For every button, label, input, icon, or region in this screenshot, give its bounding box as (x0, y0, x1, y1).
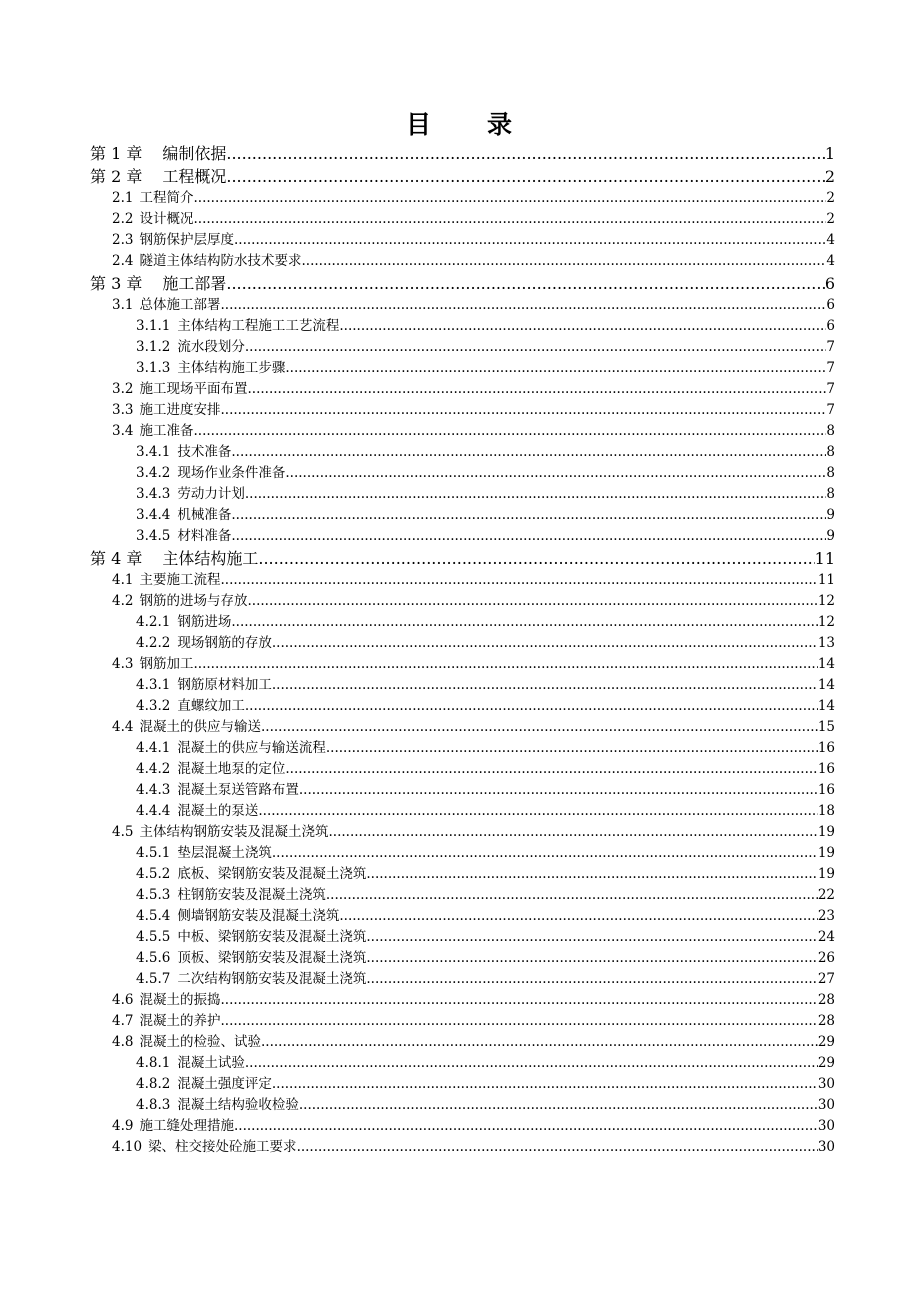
toc-entry-number: 第 2 章 (90, 167, 143, 186)
toc-entry-label (136, 526, 231, 547)
toc-leader-dots (326, 738, 818, 759)
toc-leader-dots (366, 864, 817, 885)
toc-entry-number: 4.3.2 (136, 698, 171, 714)
toc-entry-label (112, 230, 234, 251)
toc-entry[interactable] (90, 230, 835, 251)
toc-entry-label (136, 316, 339, 337)
toc-leader-dots (258, 801, 817, 822)
toc-page-number: 30 (817, 1076, 835, 1092)
toc-leader-dots (261, 1032, 818, 1053)
toc-entry-text: 材料准备 (177, 528, 232, 544)
toc-entry[interactable] (90, 990, 835, 1011)
toc-entry[interactable] (90, 633, 835, 654)
toc-entry-text: 机械准备 (177, 507, 232, 523)
toc-leader-dots (272, 1074, 818, 1095)
toc-leader-dots (326, 885, 818, 906)
toc-entry[interactable] (90, 906, 835, 927)
toc-page-number: 30 (817, 1097, 835, 1113)
toc-entry[interactable] (90, 1074, 835, 1095)
toc-entry-text: 梁、柱交接处砼施工要求 (148, 1139, 297, 1155)
toc-entry-text: 混凝土泵送管路布置 (177, 782, 299, 798)
toc-leader-dots (220, 1011, 817, 1032)
toc-leader-dots (231, 505, 826, 526)
toc-entry-label (136, 463, 285, 484)
toc-entry-label (136, 696, 245, 717)
toc-page-number: 9 (826, 507, 835, 523)
toc-entry-text: 底板、梁钢筋安装及混凝土浇筑 (177, 866, 367, 882)
toc-entry-number: 4.5.1 (136, 845, 171, 861)
toc-entry-label (112, 1032, 261, 1053)
toc-entry-text: 工程概况 (162, 167, 227, 186)
toc-entry[interactable] (90, 209, 835, 230)
toc-entry-text: 施工缝处理措施 (139, 1118, 234, 1134)
toc-entry-label (136, 442, 231, 463)
toc-entry[interactable] (90, 696, 835, 717)
toc-entry-text: 主体结构施工 (162, 549, 259, 568)
toc-page-number: 28 (817, 1013, 835, 1029)
toc-leader-dots (285, 463, 826, 484)
toc-entry-text: 主要施工流程 (139, 572, 221, 588)
toc-entry-text: 顶板、梁钢筋安装及混凝土浇筑 (177, 950, 367, 966)
toc-entry-number: 4.9 (112, 1118, 134, 1134)
toc-leader-dots (247, 379, 826, 400)
toc-entry-label (136, 780, 299, 801)
toc-leader-dots (226, 165, 824, 188)
toc-entry[interactable] (90, 570, 835, 591)
toc-page-number: 7 (826, 402, 835, 418)
toc-leader-dots (247, 591, 817, 612)
toc-entry-label (112, 717, 261, 738)
toc-entry-number: 4.8.1 (136, 1055, 171, 1071)
toc-leader-dots (220, 400, 826, 421)
toc-entry[interactable] (90, 885, 835, 906)
toc-entry-number: 4.5.4 (136, 908, 171, 924)
toc-leader-dots (193, 654, 817, 675)
toc-entry-text: 流水段划分 (177, 339, 245, 355)
toc-entry-label (112, 379, 247, 400)
toc-page-number: 2 (826, 211, 835, 227)
toc-leader-dots (226, 272, 824, 295)
toc-leader-dots (258, 547, 814, 570)
toc-entry[interactable] (90, 843, 835, 864)
toc-entry-number: 3.1.2 (136, 339, 171, 355)
toc-entry-text: 钢筋加工 (139, 656, 194, 672)
toc-entry[interactable] (90, 675, 835, 696)
toc-entry-label (136, 906, 339, 927)
toc-page-number: 8 (826, 486, 835, 502)
toc-page-number: 14 (817, 698, 835, 714)
toc-entry[interactable] (90, 463, 835, 484)
toc-entry-label (112, 188, 193, 209)
toc-entry-label (112, 1137, 297, 1158)
toc-entry[interactable] (90, 780, 835, 801)
toc-entry[interactable] (90, 547, 835, 570)
toc-page-number: 24 (817, 929, 835, 945)
toc-page-number: 27 (817, 971, 835, 987)
toc-page-number: 6 (826, 318, 835, 334)
toc-entry-text: 工程简介 (139, 190, 194, 206)
toc-entry-text: 侧墙钢筋安装及混凝土浇筑 (177, 908, 340, 924)
toc-entry-label (112, 591, 247, 612)
toc-entry-text: 混凝土地泵的定位 (177, 761, 286, 777)
toc-entry-text: 设计概况 (139, 211, 194, 227)
toc-entry-label (136, 759, 285, 780)
toc-page-number: 14 (817, 677, 835, 693)
toc-leader-dots (299, 1095, 818, 1116)
toc-entry[interactable] (90, 969, 835, 990)
toc-entry-label (112, 251, 301, 272)
toc-page-number: 6 (824, 274, 835, 293)
toc-page-number: 12 (817, 614, 835, 630)
toc-entry-text: 劳动力计划 (177, 486, 245, 502)
toc-entry[interactable] (90, 717, 835, 738)
toc-entry-text: 钢筋原材料加工 (177, 677, 272, 693)
toc-entry-label (90, 547, 258, 570)
toc-entry[interactable] (90, 526, 835, 547)
toc-page-number: 26 (817, 950, 835, 966)
toc-entry-text: 垫层混凝土浇筑 (177, 845, 272, 861)
toc-entry-label (136, 358, 285, 379)
toc-entry[interactable] (90, 612, 835, 633)
toc-entry-label (112, 570, 220, 591)
toc-page-number: 1 (824, 144, 835, 163)
toc-entry-text: 总体施工部署 (139, 297, 221, 313)
toc-entry-number: 4.5.5 (136, 929, 171, 945)
toc-entry-label (112, 421, 193, 442)
toc-entry-number: 3.2 (112, 381, 134, 397)
toc-entry-number: 4.8.2 (136, 1076, 171, 1092)
toc-entry[interactable] (90, 1053, 835, 1074)
toc-leader-dots (366, 969, 817, 990)
toc-entry-label (136, 633, 272, 654)
toc-entry-number: 3.4.3 (136, 486, 171, 502)
toc-page-number: 30 (817, 1139, 835, 1155)
toc-page-number: 8 (826, 444, 835, 460)
toc-entry[interactable] (90, 759, 835, 780)
toc-leader-dots (226, 142, 824, 165)
toc-entry[interactable] (90, 1116, 835, 1137)
toc-leader-dots (220, 570, 817, 591)
toc-entry-label (112, 400, 220, 421)
toc-entry-number: 4.3.1 (136, 677, 171, 693)
toc-entry-text: 编制依据 (162, 144, 227, 163)
toc-entry-number: 2.2 (112, 211, 134, 227)
toc-entry-number: 2.1 (112, 190, 134, 206)
toc-entry[interactable] (90, 316, 835, 337)
toc-entry-text: 钢筋保护层厚度 (139, 232, 234, 248)
toc-entry-text: 混凝土强度评定 (177, 1076, 272, 1092)
toc-page-number: 16 (817, 782, 835, 798)
toc-leader-dots (234, 230, 826, 251)
toc-entry[interactable] (90, 358, 835, 379)
toc-page-number: 16 (817, 761, 835, 777)
toc-entry[interactable] (90, 188, 835, 209)
toc-entry-text: 直螺纹加工 (177, 698, 245, 714)
toc-leader-dots (301, 251, 826, 272)
toc-entry-text: 柱钢筋安装及混凝土浇筑 (177, 887, 326, 903)
toc-entry[interactable] (90, 1095, 835, 1116)
toc-leader-dots (297, 1137, 818, 1158)
toc-entry-text: 混凝土结构验收检验 (177, 1097, 299, 1113)
toc-entry-number: 4.4.1 (136, 740, 171, 756)
toc-entry-text: 主体结构钢筋安装及混凝土浇筑 (139, 824, 329, 840)
toc-entry-label (112, 654, 193, 675)
toc-page-number: 16 (817, 740, 835, 756)
toc-entry[interactable] (90, 251, 835, 272)
toc-leader-dots (328, 822, 817, 843)
toc-entry-number: 4.5.7 (136, 971, 171, 987)
toc-leader-dots (285, 358, 826, 379)
toc-entry-text: 施工准备 (139, 423, 194, 439)
toc-page-number: 11 (817, 572, 835, 588)
toc-page-number: 19 (817, 824, 835, 840)
toc-entry-text: 施工部署 (162, 274, 227, 293)
toc-entry-number: 3.4.2 (136, 465, 171, 481)
toc-leader-dots (245, 484, 827, 505)
toc-leader-dots (234, 1116, 818, 1137)
toc-entry-text: 混凝土的振捣 (139, 992, 221, 1008)
toc-entry[interactable] (90, 272, 835, 295)
toc-entry[interactable] (90, 442, 835, 463)
toc-entry-label (136, 927, 366, 948)
toc-entry-number: 4.10 (112, 1139, 143, 1155)
toc-entry[interactable] (90, 864, 835, 885)
toc-entry-number: 4.4.2 (136, 761, 171, 777)
toc-entry-text: 混凝土试验 (177, 1055, 245, 1071)
toc-entry-number: 第 3 章 (90, 274, 143, 293)
toc-entry[interactable] (90, 654, 835, 675)
toc-entry-label (136, 675, 272, 696)
toc-leader-dots (245, 1053, 818, 1074)
toc-entry-text: 混凝土的泵送 (177, 803, 259, 819)
toc-entry-number: 4.4 (112, 719, 134, 735)
toc-page-number: 8 (826, 423, 835, 439)
toc-entry-text: 隧道主体结构防水技术要求 (139, 253, 302, 269)
toc-entry-text: 现场钢筋的存放 (177, 635, 272, 651)
toc-entry-number: 3.1 (112, 297, 134, 313)
toc-entry[interactable] (90, 591, 835, 612)
toc-entry-text: 钢筋的进场与存放 (139, 593, 248, 609)
toc-entry[interactable] (90, 165, 835, 188)
toc-page-number: 29 (817, 1034, 835, 1050)
toc-entry-number: 3.1.3 (136, 360, 171, 376)
toc-leader-dots (366, 948, 817, 969)
toc-entry[interactable] (90, 801, 835, 822)
toc-page-number: 14 (817, 656, 835, 672)
toc-entry-text: 主体结构施工步骤 (177, 360, 286, 376)
toc-leader-dots (231, 526, 826, 547)
toc-entry[interactable] (90, 421, 835, 442)
toc-entry-label (112, 1116, 234, 1137)
toc-entry-number: 4.8 (112, 1034, 134, 1050)
toc-entry-label (112, 209, 193, 230)
toc-entry-label (136, 885, 326, 906)
toc-entry-number: 4.2 (112, 593, 134, 609)
toc-entry-number: 4.6 (112, 992, 134, 1008)
toc-page-number: 23 (817, 908, 835, 924)
toc-leader-dots (299, 780, 818, 801)
toc-entry-number: 4.2.1 (136, 614, 171, 630)
toc-page-number: 4 (826, 232, 835, 248)
toc-entry-text: 钢筋进场 (177, 614, 232, 630)
toc-entry[interactable] (90, 822, 835, 843)
toc-leader-dots (272, 843, 818, 864)
toc-entry-text: 混凝土的检验、试验 (139, 1034, 261, 1050)
toc-entry-number: 4.8.3 (136, 1097, 171, 1113)
toc-entry-label (136, 612, 231, 633)
toc-page-number: 7 (826, 381, 835, 397)
toc-entry-label (112, 822, 328, 843)
toc-leader-dots (285, 759, 817, 780)
toc-leader-dots (231, 442, 826, 463)
toc-leader-dots (231, 612, 817, 633)
toc-entry-label (136, 948, 366, 969)
toc-entry-label (136, 1095, 299, 1116)
toc-entry[interactable] (90, 1137, 835, 1158)
toc-entry-text: 混凝土的供应与输送流程 (177, 740, 326, 756)
toc-entry-label (136, 969, 366, 990)
toc-leader-dots (272, 675, 818, 696)
toc-entry-text: 现场作业条件准备 (177, 465, 286, 481)
toc-entry-text: 混凝土的养护 (139, 1013, 221, 1029)
toc-entry-number: 2.4 (112, 253, 134, 269)
toc-entry-text: 主体结构工程施工工艺流程 (177, 318, 340, 334)
toc-entry[interactable] (90, 295, 835, 316)
toc-entry-label (136, 505, 231, 526)
toc-page-number: 11 (814, 549, 835, 568)
toc-entry[interactable] (90, 1032, 835, 1053)
toc-entry-number: 3.4.5 (136, 528, 171, 544)
toc-leader-dots (193, 188, 826, 209)
toc-entry-label (112, 990, 220, 1011)
toc-entry-text: 施工进度安排 (139, 402, 221, 418)
toc-entry[interactable] (90, 948, 835, 969)
toc-page-number: 30 (817, 1118, 835, 1134)
toc-entry-number: 4.5 (112, 824, 134, 840)
toc-entry-number: 3.4.1 (136, 444, 171, 460)
toc-entry-label (136, 1074, 272, 1095)
toc-page-number: 2 (826, 190, 835, 206)
toc-entry-label (90, 165, 226, 188)
toc-leader-dots (366, 927, 817, 948)
toc-entry-label (136, 801, 258, 822)
toc-entry-number: 4.3 (112, 656, 134, 672)
toc-entry-number: 4.2.2 (136, 635, 171, 651)
toc-leader-dots (220, 990, 817, 1011)
toc-entry-number: 4.5.3 (136, 887, 171, 903)
toc-page-number: 19 (817, 845, 835, 861)
toc-page-number: 19 (817, 866, 835, 882)
toc-entry[interactable] (90, 738, 835, 759)
toc-entry-label (112, 295, 220, 316)
toc-page-number: 29 (817, 1055, 835, 1071)
toc-entry-text: 混凝土的供应与输送 (139, 719, 261, 735)
toc-entry[interactable] (90, 400, 835, 421)
toc-entry-label (90, 142, 226, 165)
toc-entry-number: 3.4 (112, 423, 134, 439)
toc-entry-number: 2.3 (112, 232, 134, 248)
toc-entry-number: 4.4.4 (136, 803, 171, 819)
toc-page-number: 12 (817, 593, 835, 609)
toc-title: 目 录 (405, 110, 514, 139)
toc-entry-label (112, 1011, 220, 1032)
toc-entry-text: 技术准备 (177, 444, 232, 460)
toc-page-number: 4 (826, 253, 835, 269)
toc-entry-text: 二次结构钢筋安装及混凝土浇筑 (177, 971, 367, 987)
toc-page-number: 7 (826, 360, 835, 376)
toc-entry-label (90, 272, 226, 295)
toc-entry-number: 第 4 章 (90, 549, 143, 568)
toc-page-number: 15 (817, 719, 835, 735)
toc-entry-number: 4.5.2 (136, 866, 171, 882)
toc-leader-dots (339, 906, 817, 927)
toc-page-number: 8 (826, 465, 835, 481)
toc-entry-number: 4.7 (112, 1013, 134, 1029)
toc-page-number: 18 (817, 803, 835, 819)
toc-leader-dots (245, 337, 827, 358)
toc-entry-number: 4.4.3 (136, 782, 171, 798)
toc-page-number: 7 (826, 339, 835, 355)
toc-page-number: 9 (826, 528, 835, 544)
toc-entry-label (136, 738, 326, 759)
toc-entry[interactable] (90, 142, 835, 165)
toc-leader-dots (193, 421, 826, 442)
toc-entry[interactable] (90, 379, 835, 400)
toc-entry-number: 3.4.4 (136, 507, 171, 523)
toc-entry-text: 中板、梁钢筋安装及混凝土浇筑 (177, 929, 367, 945)
toc-entry-label (136, 484, 245, 505)
toc-entry[interactable] (90, 484, 835, 505)
toc-entry-number: 第 1 章 (90, 144, 143, 163)
toc-leader-dots (339, 316, 826, 337)
toc-entry-number: 3.3 (112, 402, 134, 418)
toc-entry[interactable] (90, 337, 835, 358)
toc-page-number: 13 (817, 635, 835, 651)
toc-entry[interactable] (90, 1011, 835, 1032)
toc-entry-label (136, 1053, 245, 1074)
toc-entry-number: 4.1 (112, 572, 134, 588)
toc-page-number: 22 (817, 887, 835, 903)
toc-entry[interactable] (90, 927, 835, 948)
toc-page-number: 2 (824, 167, 835, 186)
toc-entry-label (136, 337, 245, 358)
toc-entry-number: 4.5.6 (136, 950, 171, 966)
toc-page-number: 6 (826, 297, 835, 313)
toc-entry-label (136, 864, 366, 885)
toc-entry[interactable] (90, 505, 835, 526)
toc-entry-label (136, 843, 272, 864)
table-of-contents (90, 142, 835, 1158)
toc-entry-text: 施工现场平面布置 (139, 381, 248, 397)
toc-entry-number: 3.1.1 (136, 318, 171, 334)
toc-leader-dots (220, 295, 826, 316)
toc-leader-dots (272, 633, 818, 654)
toc-leader-dots (193, 209, 826, 230)
toc-leader-dots (245, 696, 818, 717)
toc-leader-dots (261, 717, 818, 738)
toc-page-number: 28 (817, 992, 835, 1008)
